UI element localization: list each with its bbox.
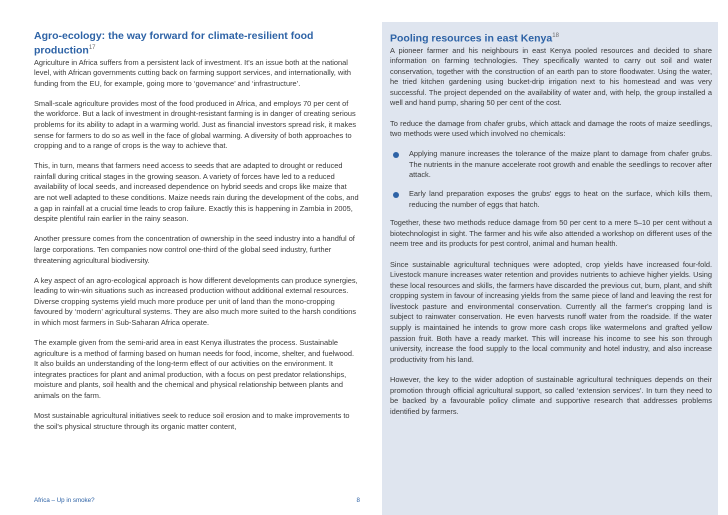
- left-paragraph-3: This, in turn, means that farmers need access to seeds that are adapted to drought or reduced rainfall during critical stages in the growing season. A variety of forces have led to a reduced availability of local seeds, and increased dependence on hybrid seeds and crops like maize that are not well adapted to these conditions. Maize needs rain during the development of the cobs, and a gap in rainfall at a crucial time leads to crop failure. Exactly this is happening in Zambia in 2005, despite plentiful rain earlier in the rainy season.: [34, 161, 359, 224]
- left-paragraph-2: Small-scale agriculture provides most of the food produced in Africa, and employs 70 per cent of the workforce. But a lack of investment in drought-resistant farming is in danger of creating serious problems for its ability to adapt in a warming world. Just as financial investors spread risk, it makes sense for farmers to do so as well in the face of global warming. A diversity of both approaches to cropping and to a range of crops is the way to achieve that.: [34, 98, 357, 151]
- bullet-item: [390, 149, 712, 181]
- panel-heading: Pooling resources in east Kenya$^{18}$: [390, 32, 559, 45]
- panel-paragraph-1: A pioneer farmer and his neighbours in east Kenya pooled resources and decided to share information on farming technologies. They specifically wanted to carry out soil and water conservation, together with the construction of an earth pan to store floodwater. Using the water, he tried kitchen gardening using bucket-drip irrigation next to his homestead and was very successful. The project depended on the availability of water and, with help, the group installed a well and hand pump, sharing 50 per cent of the cost.: [390, 45, 712, 108]
- left-paragraph-6: The example given from the semi-arid area in east Kenya illustrates the process. Sustainable agriculture is a method of farming based on human needs for food, income, shelter, and fuelwood. It also builds an understanding of the long-term effect of our activities on the environment. It integrates practices for plant and animal production, with a focus on pest predator relationships, moisture and plants, soil health and the chemical and physical relationship between plants and animals on the farm.: [34, 338, 355, 401]
- bullet-item: [390, 189, 712, 210]
- case-study-content: [390, 30, 712, 427]
- left-paragraph-4: Another pressure comes from the concentration of ownership in the seed industry into a handful of large corporations. Ten companies now control one-third of the global seed industry, further threatening agricultural biodiversity.: [34, 234, 355, 265]
- case-study-panel: [382, 22, 718, 515]
- panel-paragraph-2: To reduce the damage from chafer grubs, which attack and damage the roots of maize seedlings, two methods were used which involved no chemicals:: [390, 118, 712, 139]
- left-column: [34, 30, 359, 442]
- left-paragraph-5: A key aspect of an agro-ecological approach is how different developments can produce synergies, leading to win-win situations such as increased production without additional external resources. Diverse cropping systems yield much more produce per unit of land than the mono-cropping favoured by ‘modern’ agricultural systems. They are also much more suited to the harsh conditions in which most farmers in Sub-Saharan Africa operate.: [34, 275, 358, 327]
- page-number: 8: [356, 497, 360, 504]
- panel-heading-ref: 18: [552, 33, 559, 39]
- bullet-text: Applying manure increases the tolerance of the maize plant to damage from chafer grubs. The nutrients in the manure accelerate root growth and enable the seedlings to recover after attack.: [409, 149, 712, 180]
- bullet-text: Early land preparation exposes the grubs' eggs to heat on the surface, which kills them, reducing the number of eggs that hatch.: [409, 189, 712, 209]
- left-paragraph-7: Most sustainable agricultural initiatives seek to reduce soil erosion and to make improvements to the soil's physical structure through its organic matter content,: [34, 411, 350, 431]
- panel-paragraph-3: Together, these two methods reduce damage from 50 per cent to a mere 5–10 per cent without a biotechnologist in sight. The farmer and his wife also attended a workshop on different uses of the neem tree and its products for pest control, animal and human health.: [390, 218, 712, 249]
- bullet-dot-icon: [393, 192, 399, 198]
- left-heading: Agro-ecology: the way forward for climate-resilient food production$^{17}$: [34, 30, 314, 57]
- page-footer: [34, 497, 360, 504]
- left-heading-ref: 17: [88, 45, 96, 51]
- panel-paragraph-4: Since sustainable agricultural techniques were adopted, crop yields have increased four-fold. Livestock manure increases water retention and provides nutrients to achieve higher yields. Using these local resources and skills, the farmers have discarded the previous cut, burn, plant, and shift cropping system in favour of increasing yields from the same piece of land and leaving the rest for livestock pasture and environmental conservation. Currently all the farmer's cropping land is subject to rainwater conservation. He even harvests runoff water from the roadside. If the water supply is maintained he intends to grow more cash crops like watermelons and grafted yellow passion fruit. Both have a ready market. This will increase his income to see his son through university, increase the food supply to the local community and hotel industry, and also increase productivity from his land.: [390, 259, 712, 364]
- footer-title: Africa – Up in smoke?: [34, 497, 95, 504]
- left-paragraph-1: Agriculture in Africa suffers from a persistent lack of investment. It's an issue both at the national level, with African governments cutting back on farming support services, and internationally, with funding from the EU, for example, going more to ‘governance’ and ‘infrastructure’.: [34, 57, 351, 88]
- bullet-dot-icon: [393, 152, 399, 158]
- panel-paragraph-5: However, the key to the wider adoption of sustainable agricultural techniques depends on their promotion through official agricultural support, so called ‘extension services’. In turn they need to be backed by a favourable policy climate and supportive research that addresses problems identified by farmers.: [390, 374, 712, 416]
